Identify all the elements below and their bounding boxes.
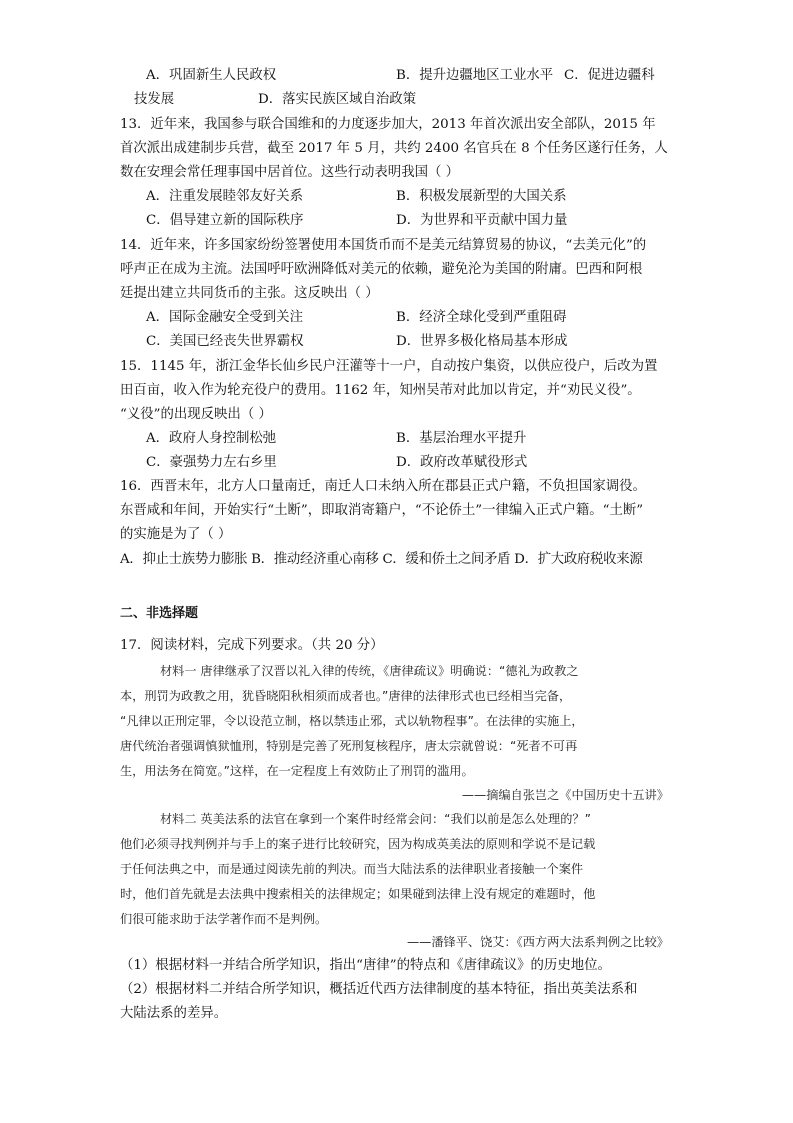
q16-stem-line: 东晋咸和年间，开始实行“土断”，即取消寄籍户，“不论侨土”一律编入正式户籍。“土断” — [120, 503, 644, 518]
material-1-line: 唐代统治者强调慎狱恤刑，特别是完善了死刑复核程序，唐太宗就曾说：“死者不可再 — [120, 739, 578, 753]
material-2-line: 材料二 英美法系的法官在拿到一个案件时经常会问：“我们以前是怎么处理的？” — [160, 812, 591, 826]
q16-options[interactable]: A．抑止士族势力膨胀 B．推动经济重心南移 C．缓和侨土之间矛盾 D．扩大政府税收来源 — [120, 552, 643, 567]
q15-option-b[interactable]: B．基层治理水平提升 — [396, 431, 527, 446]
material-1-line: “凡律以正刑定罪，令以设范立制，格以禁违止邪，式以轨物程事”。在法律的实施上， — [120, 714, 584, 728]
q12-option-c-cont: 技发展 — [134, 92, 175, 107]
q13-stem-line: 13．近年来，我国参与联合国维和的力度逐步加大，2013 年首次派出安全部队，2015 年 — [120, 117, 656, 132]
q13-option-c[interactable]: C．倡导建立新的国际秩序 — [146, 213, 304, 228]
q17-requirement-2: （2）根据材料二并结合所学知识，概括近代西方法律制度的基本特征，指出英美法系和 — [120, 982, 638, 997]
q14-stem-line: 廷提出建立共同货币的主张。这反映出（ ） — [120, 286, 379, 301]
q16-stem-line: 的实施是为了（ ） — [120, 527, 232, 542]
q15-option-c[interactable]: C．豪强势力左右乡里 — [146, 455, 277, 470]
q15-stem-line: 15．1145 年，浙江金华长仙乡民户汪灌等十一户，自动按户集资，以供应役户，后改为置 — [120, 359, 658, 374]
q12-option-d[interactable]: D．落实民族区域自治政策 — [258, 92, 417, 107]
material-1-source: ——摘编自张岂之《中国历史十五讲》 — [461, 788, 669, 802]
material-1-line: 材料一 唐律继承了汉晋以礼入律的传统，《唐律疏议》明确说：“德礼为政教之 — [160, 664, 579, 678]
q15-stem-line: 田百亩，收入作为轮充役户的费用。1162 年，知州吴芾对此加以肯定，并“劝民义役”。 — [120, 383, 641, 398]
q15-stem-line: “义役”的出现反映出（ ） — [120, 407, 272, 422]
q14-option-c[interactable]: C．美国已经丧失世界霸权 — [146, 334, 304, 349]
material-2-source: ——潘锋平、饶艾：《西方两大法系判例之比较》 — [406, 935, 669, 949]
q12-option-b[interactable]: B．提升边疆地区工业水平 — [396, 68, 554, 83]
q13-stem-line: 数在安理会常任理事国中居首位。这些行动表明我国（ ） — [120, 165, 460, 180]
section-heading: 二、非选择题 — [120, 606, 199, 621]
q16-stem-line: 16．西晋末年，北方人口量南迁，南迁人口未纳入所在郡县正式户籍，不负担国家调役。 — [120, 479, 646, 494]
material-2-line: 们很可能求助于法学著作而不是判例。 — [120, 912, 328, 926]
q12-options-row-2 — [134, 90, 417, 110]
material-2-line: 他们必须寻找判例并与手上的案子进行比较研究，因为构成英美法的原则和学说不是记载 — [120, 837, 596, 851]
q13-option-d[interactable]: D．为世界和平贡献中国力量 — [396, 213, 568, 228]
q13-stem-line: 首次派出成建制步兵营，截至 2017 年 5 月，共约 2400 名官兵在 8 个任务区遂行任务，人 — [120, 141, 668, 156]
q12-option-c[interactable]: C．促进边疆科 — [564, 68, 655, 83]
q13-option-b[interactable]: B．积极发展新型的大国关系 — [396, 189, 567, 204]
q17-intro: 17．阅读材料，完成下列要求。（共 20 分） — [120, 638, 384, 653]
q14-option-a[interactable]: A．国际金融安全受到关注 — [146, 310, 303, 325]
q14-option-b[interactable]: B．经济全球化受到严重阻碍 — [396, 310, 567, 325]
q15-option-d[interactable]: D．政府改革赋役形式 — [396, 455, 528, 470]
q12-option-a[interactable]: A．巩固新生人民政权 — [146, 68, 277, 83]
q14-stem-line: 14．近年来，许多国家纷纷签署使用本国货币而不是美元结算贸易的协议，“去美元化”的 — [120, 238, 647, 253]
q15-option-a[interactable]: A．政府人身控制松弛 — [146, 431, 277, 446]
material-1-line: 生，用法务在简宽。”这样，在一定程度上有效防止了刑罚的滥用。 — [120, 764, 474, 778]
material-2-line: 时，他们首先就是去法典中搜索相关的法律规定；如果碰到法律上没有规定的难题时，他 — [120, 887, 596, 901]
q14-option-d[interactable]: D．世界多极化格局基本形成 — [396, 334, 568, 349]
q13-option-a[interactable]: A．注重发展睦邻友好关系 — [146, 189, 303, 204]
q17-requirement-1: （1）根据材料一并结合所学知识，指出“唐律”的特点和《唐律疏议》的历史地位。 — [120, 958, 611, 973]
q14-stem-line: 呼声正在成为主流。法国呼吁欧洲降低对美元的依赖，避免沦为美国的附庸。巴西和阿根 — [120, 262, 643, 277]
material-2-line: 于任何法典之中，而是通过阅读先前的判决。而当大陆法系的法律职业者接触一个案件 — [120, 862, 584, 876]
q17-requirement-2-cont: 大陆法系的差异。 — [120, 1006, 228, 1021]
material-1-line: 本，刑罚为政教之用，犹昏晓阳秋相须而成者也。”唐律的法律形式也已经相当完备， — [120, 689, 572, 703]
